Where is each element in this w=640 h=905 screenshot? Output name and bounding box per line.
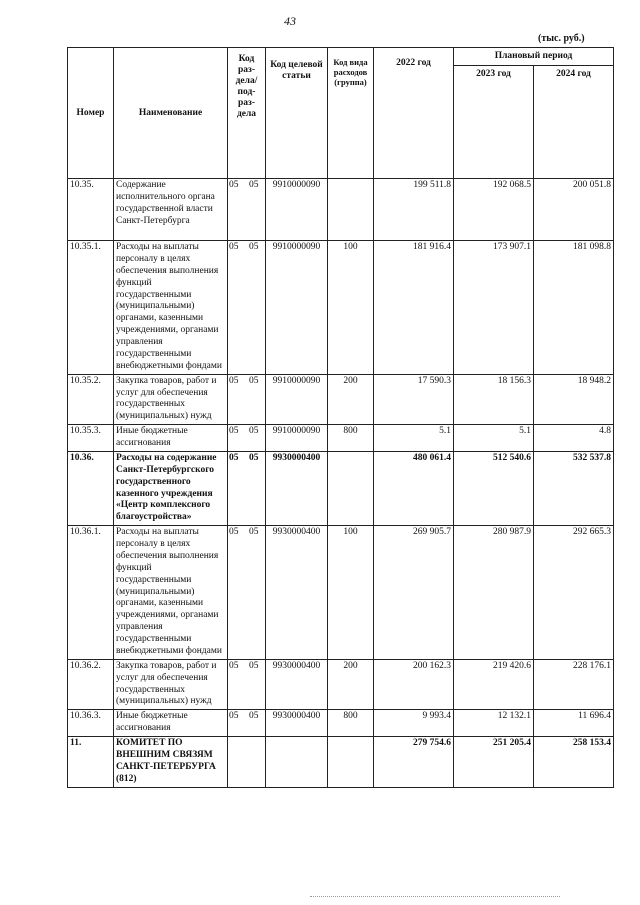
row-section-code [228, 179, 266, 241]
row-subsection: 05 [249, 527, 259, 538]
row-expense-code: 800 [328, 425, 374, 452]
row-section-code [228, 737, 266, 788]
row-value-2023: 18 156.3 [454, 374, 534, 425]
row-section-code [228, 451, 266, 525]
row-target-code: 9930000400 [266, 451, 328, 525]
row-value-2023: 280 987.9 [454, 526, 534, 660]
row-value-2023: 219 420.6 [454, 659, 534, 710]
row-value-2022: 5.1 [374, 425, 454, 452]
header-expense-code: Код вида расходов (группа) [328, 48, 374, 179]
row-value-2024: 228 176.1 [534, 659, 614, 710]
row-value-2023: 5.1 [454, 425, 534, 452]
row-target-code: 9910000090 [266, 241, 328, 375]
row-target-code: 9910000090 [266, 374, 328, 425]
header-2024: 2024 год [534, 66, 614, 179]
row-value-2022: 200 162.3 [374, 659, 454, 710]
row-target-code: 9930000400 [266, 710, 328, 737]
row-name: Закупка товаров, работ и услуг для обеспечения государственных (муниципальных) нужд [114, 374, 228, 425]
row-section: 05 [229, 660, 239, 671]
row-number: 10.36.3. [68, 710, 114, 737]
row-value-2022: 199 511.8 [374, 179, 454, 241]
row-value-2023: 512 540.6 [454, 451, 534, 525]
row-section-code [228, 710, 266, 737]
row-subsection: 05 [249, 660, 259, 671]
header-planned-period: Плановый период [454, 48, 614, 66]
row-value-2022: 269 905.7 [374, 526, 454, 660]
row-expense-code: 100 [328, 241, 374, 375]
row-subsection: 05 [249, 180, 259, 190]
row-name: Иные бюджетные ассигнования [114, 425, 228, 452]
row-section-code [228, 425, 266, 452]
row-section-code [228, 374, 266, 425]
row-name: Закупка товаров, работ и услуг для обеспечения государственных (муниципальных) нужд [114, 659, 228, 710]
table-row [68, 737, 614, 788]
header-section-code: Код раз-дела/ под-раз-дела [228, 48, 266, 179]
row-expense-code [328, 179, 374, 241]
table-row [68, 451, 614, 525]
row-number: 10.36.2. [68, 659, 114, 710]
row-section: 05 [229, 452, 239, 463]
row-target-code: 9910000090 [266, 179, 328, 241]
row-target-code: 9930000400 [266, 659, 328, 710]
row-number: 10.35.1. [68, 241, 114, 375]
budget-table [67, 47, 614, 788]
table-row [68, 526, 614, 660]
row-name: Расходы на выплаты персоналу в целях обеспечения выполнения функций государственными (муниципальными) органами, казенными учреждениями, органами управления государственными внебюджетными фондами [114, 241, 228, 375]
row-section: 05 [229, 426, 239, 437]
header-2022: 2022 год [374, 48, 454, 179]
row-number: 11. [68, 737, 114, 788]
row-value-2024: 200 051.8 [534, 179, 614, 241]
row-subsection: 05 [249, 375, 259, 386]
table-row [68, 374, 614, 425]
row-target-code [266, 737, 328, 788]
row-subsection: 05 [249, 242, 259, 252]
row-expense-code [328, 737, 374, 788]
row-section-code [228, 241, 266, 375]
row-value-2024: 292 665.3 [534, 526, 614, 660]
row-value-2022: 480 061.4 [374, 451, 454, 525]
row-value-2024: 181 098.8 [534, 241, 614, 375]
row-name: Иные бюджетные ассигнования [114, 710, 228, 737]
row-value-2023: 192 068.5 [454, 179, 534, 241]
table-row [68, 710, 614, 737]
row-name: Расходы на содержание Санкт-Петербургского государственного казенного учреждения «Центр комплексного благоустройства» [114, 451, 228, 525]
header-2023: 2023 год [454, 66, 534, 179]
table-row [68, 179, 614, 241]
row-section: 05 [229, 375, 239, 386]
row-value-2022: 17 590.3 [374, 374, 454, 425]
row-value-2024: 258 153.4 [534, 737, 614, 788]
row-name: Содержание исполнительного органа государственной власти Санкт-Петербурга [114, 179, 228, 241]
table-row [68, 659, 614, 710]
row-expense-code [328, 451, 374, 525]
row-expense-code: 200 [328, 659, 374, 710]
row-value-2024: 11 696.4 [534, 710, 614, 737]
row-target-code: 9910000090 [266, 425, 328, 452]
header-target-code: Код целевой статьи [266, 48, 328, 179]
row-section: 05 [229, 180, 239, 190]
row-expense-code: 200 [328, 374, 374, 425]
row-section-code [228, 526, 266, 660]
row-number: 10.35. [68, 179, 114, 241]
row-name: Расходы на выплаты персоналу в целях обеспечения выполнения функций государственными (муниципальными) органами, казенными учреждениями, органами управления государственными внебюджетными фондами [114, 526, 228, 660]
row-value-2024: 18 948.2 [534, 374, 614, 425]
row-subsection: 05 [249, 452, 259, 463]
bottom-dotted-line [310, 896, 560, 897]
row-target-code: 9930000400 [266, 526, 328, 660]
row-section: 05 [229, 711, 239, 722]
row-expense-code: 100 [328, 526, 374, 660]
row-value-2022: 181 916.4 [374, 241, 454, 375]
table-body [68, 179, 614, 788]
page-number: 43 [284, 14, 296, 28]
row-value-2023: 12 132.1 [454, 710, 534, 737]
row-value-2023: 251 205.4 [454, 737, 534, 788]
row-value-2023: 173 907.1 [454, 241, 534, 375]
table-header [68, 48, 614, 179]
row-value-2024: 4.8 [534, 425, 614, 452]
row-number: 10.36.1. [68, 526, 114, 660]
row-name: КОМИТЕТ ПО ВНЕШНИМ СВЯЗЯМ САНКТ-ПЕТЕРБУРГА (812) [114, 737, 228, 788]
row-value-2022: 279 754.6 [374, 737, 454, 788]
table-row [68, 241, 614, 375]
row-section-code [228, 659, 266, 710]
row-value-2022: 9 993.4 [374, 710, 454, 737]
header-name: Наименование [114, 48, 228, 179]
header-number: Номер [68, 48, 114, 179]
row-number: 10.35.3. [68, 425, 114, 452]
row-subsection: 05 [249, 711, 259, 722]
row-section: 05 [229, 242, 239, 252]
row-expense-code: 800 [328, 710, 374, 737]
row-number: 10.35.2. [68, 374, 114, 425]
row-subsection: 05 [249, 426, 259, 437]
row-section: 05 [229, 527, 239, 538]
row-number: 10.36. [68, 451, 114, 525]
units-label: (тыс. руб.) [538, 33, 585, 44]
table-row [68, 425, 614, 452]
row-value-2024: 532 537.8 [534, 451, 614, 525]
